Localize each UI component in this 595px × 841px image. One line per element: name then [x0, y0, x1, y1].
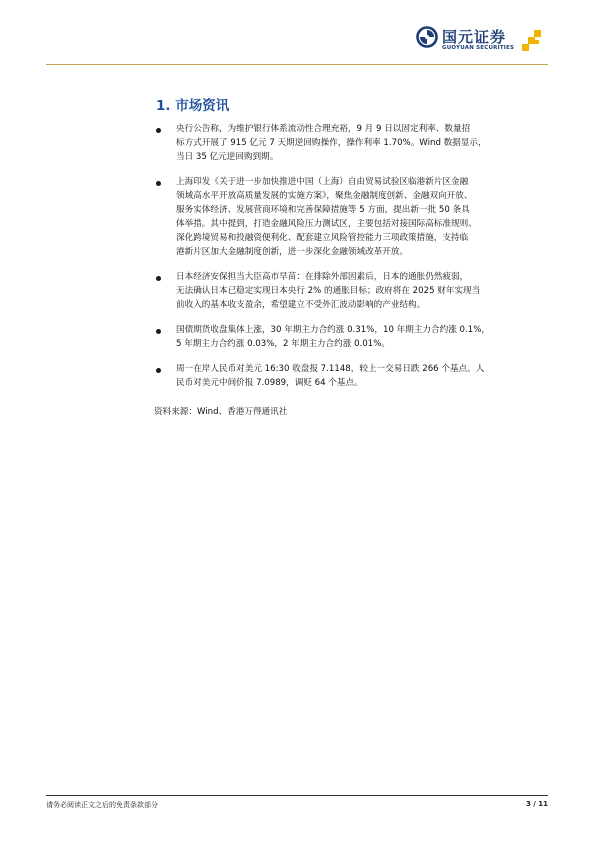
list-item — [154, 122, 546, 164]
page-header — [0, 0, 595, 64]
list-item-text: 前收入的基本收支盈余，希望建立不受外汇波动影响的产业结构。 — [176, 300, 426, 310]
list-item-text: 央行公告称，为维护银行体系流动性合理充裕，9 月 9 日以固定利率、数量招 — [176, 124, 471, 134]
list-item-text: 5 年期主力合约涨 0.03%，2 年期主力合约涨 0.01%。 — [176, 339, 390, 349]
logo-emblem-icon — [416, 26, 438, 48]
list-item — [154, 175, 546, 259]
company-logo — [416, 26, 546, 60]
logo-subtitle: GUOYUAN SECURITIES — [442, 45, 515, 51]
list-item-text: 日本经济安保担当大臣高市早苗：在排除外部因素后，日本的通胀仍然疲弱， — [176, 272, 469, 282]
bullet-icon — [156, 181, 161, 186]
list-item-text: 港新片区加大金融制度创新，进一步深化金融领域改革开放。 — [176, 247, 409, 257]
news-list — [154, 122, 546, 401]
header-divider — [46, 64, 548, 65]
source-note: 资料来源：Wind、香港万得通讯社 — [154, 407, 288, 417]
list-item-text: 当日 35 亿元逆回购到期。 — [176, 152, 279, 162]
list-item-text: 国债期货收盘集体上涨，30 年期主力合约涨 0.31%，10 年期主力合约涨 0.1%， — [176, 325, 490, 335]
list-item-text: 民币对美元中间价报 7.0989，调贬 64 个基点。 — [176, 378, 363, 388]
logo-name: 国元证券 — [442, 28, 507, 46]
list-item-text: 周一在岸人民币对美元 16:30 收盘报 7.1148，较上一交易日跌 266 个基点。人 — [176, 364, 485, 374]
section-title: 1. 市场资讯 — [156, 98, 230, 114]
logo-gold-blocks-icon — [520, 28, 546, 54]
list-item — [154, 323, 546, 351]
list-item-text: 服务实体经济、发展营商环境和完善保障措施等 5 方面，提出新一批 50 条具 — [176, 205, 470, 215]
list-item-text: 领域高水平开放高质量发展的实施方案》，聚焦金融制度创新、金融双向开放、 — [176, 191, 473, 201]
footer-disclaimer: 请务必阅读正文之后的免责条款部分 — [46, 801, 158, 809]
bullet-icon — [156, 329, 161, 334]
bullet-icon — [156, 276, 161, 281]
list-item-text: 深化跨境贸易和投融资便利化、配套建立风险管控能力三项政策措施，支持临 — [176, 233, 469, 243]
page-number: 3 / 11 — [525, 800, 548, 808]
list-item — [154, 270, 546, 312]
list-item-text: 体举措。其中提到，打造金融风险压力测试区，主要包括对接国际高标准规则、 — [176, 219, 477, 229]
footer-divider — [46, 795, 548, 796]
bullet-icon — [156, 128, 161, 133]
list-item-text: 标方式开展了 915 亿元 7 天期逆回购操作，操作利率 1.70%。Wind 数据显示， — [176, 138, 487, 148]
bullet-icon — [156, 368, 161, 373]
list-item — [154, 362, 546, 390]
list-item-text: 无法确认日本已稳定实现日本央行 2% 的通胀目标；政府将在 2025 财年实现当 — [176, 286, 481, 296]
list-item-text: 上海印发《关于进一步加快推进中国（上海）自由贸易试验区临港新片区金融 — [176, 177, 469, 187]
